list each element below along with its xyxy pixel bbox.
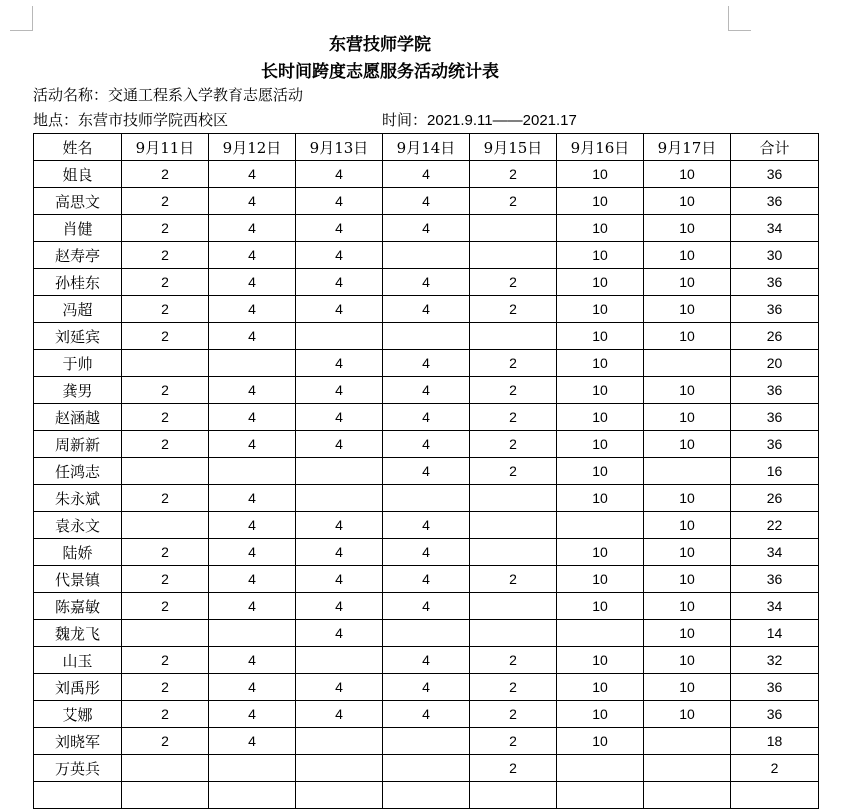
volunteer-name-cell: 朱永斌	[34, 485, 122, 512]
hours-cell: 4	[296, 620, 383, 647]
total-hours-cell: 26	[731, 323, 819, 350]
hours-cell	[383, 242, 470, 269]
hours-cell: 4	[383, 188, 470, 215]
hours-cell: 10	[557, 269, 644, 296]
hours-cell: 2	[122, 431, 209, 458]
hours-cell: 2	[122, 539, 209, 566]
hours-cell: 10	[644, 431, 731, 458]
hours-cell: 2	[470, 566, 557, 593]
hours-cell	[470, 782, 557, 809]
table-row	[34, 296, 819, 323]
hours-cell	[644, 728, 731, 755]
hours-cell: 4	[209, 242, 296, 269]
volunteer-name-cell: 刘延宾	[34, 323, 122, 350]
hours-cell	[296, 755, 383, 782]
table-row	[34, 566, 819, 593]
hours-cell: 4	[383, 161, 470, 188]
column-header-date: 9月14日	[383, 134, 470, 161]
hours-cell: 2	[122, 215, 209, 242]
volunteer-name-cell: 袁永文	[34, 512, 122, 539]
table-row	[34, 593, 819, 620]
hours-cell: 4	[296, 674, 383, 701]
hours-cell: 10	[557, 188, 644, 215]
hours-cell: 4	[296, 539, 383, 566]
table-row	[34, 512, 819, 539]
volunteer-name-cell: 陈嘉敏	[34, 593, 122, 620]
hours-cell	[122, 458, 209, 485]
hours-cell	[470, 512, 557, 539]
hours-cell: 4	[296, 404, 383, 431]
hours-cell: 10	[644, 323, 731, 350]
hours-cell: 10	[644, 377, 731, 404]
hours-cell: 4	[296, 566, 383, 593]
volunteer-name-cell: 赵涵越	[34, 404, 122, 431]
hours-cell	[644, 458, 731, 485]
hours-cell	[383, 485, 470, 512]
hours-cell	[209, 620, 296, 647]
volunteer-name-cell: 任鸿志	[34, 458, 122, 485]
hours-cell: 2	[122, 566, 209, 593]
hours-cell: 10	[557, 296, 644, 323]
column-header-date: 9月11日	[122, 134, 209, 161]
hours-cell: 4	[296, 242, 383, 269]
hours-cell	[296, 323, 383, 350]
total-hours-cell: 36	[731, 431, 819, 458]
table-row	[34, 701, 819, 728]
hours-cell: 10	[557, 377, 644, 404]
total-hours-cell: 18	[731, 728, 819, 755]
hours-cell: 4	[209, 566, 296, 593]
hours-cell: 4	[209, 431, 296, 458]
table-row	[34, 215, 819, 242]
hours-cell: 4	[296, 350, 383, 377]
hours-cell: 4	[209, 215, 296, 242]
table-title: 长时间跨度志愿服务活动统计表	[261, 62, 499, 82]
hours-cell: 4	[383, 377, 470, 404]
time-value: 2021.9.11——2021.17	[427, 112, 577, 129]
hours-cell: 4	[209, 323, 296, 350]
hours-cell: 4	[383, 350, 470, 377]
hours-cell	[209, 782, 296, 809]
table-row	[34, 161, 819, 188]
hours-cell	[383, 782, 470, 809]
hours-cell: 10	[557, 728, 644, 755]
activity-location: 地点：东营市技师学院西校区	[33, 111, 229, 129]
hours-cell: 2	[122, 593, 209, 620]
total-hours-cell: 36	[731, 269, 819, 296]
volunteer-name-cell: 姐良	[34, 161, 122, 188]
hours-cell	[209, 458, 296, 485]
column-header-date: 9月15日	[470, 134, 557, 161]
hours-cell: 4	[296, 701, 383, 728]
hours-cell: 4	[209, 593, 296, 620]
hours-cell: 2	[122, 647, 209, 674]
hours-cell: 2	[470, 269, 557, 296]
hours-cell: 4	[383, 431, 470, 458]
hours-cell: 4	[209, 647, 296, 674]
hours-cell: 4	[209, 701, 296, 728]
total-hours-cell: 36	[731, 296, 819, 323]
page-corner-mark-right	[728, 6, 751, 31]
hours-cell	[122, 512, 209, 539]
hours-cell: 2	[122, 485, 209, 512]
school-name: 东营技师学院	[329, 35, 431, 55]
column-header-date: 9月17日	[644, 134, 731, 161]
hours-cell: 10	[557, 593, 644, 620]
volunteer-name-cell	[34, 782, 122, 809]
hours-cell: 2	[470, 377, 557, 404]
hours-cell: 2	[122, 242, 209, 269]
hours-cell: 2	[470, 296, 557, 323]
hours-cell	[470, 323, 557, 350]
hours-cell	[296, 485, 383, 512]
total-hours-cell: 36	[731, 674, 819, 701]
volunteer-name-cell: 山玉	[34, 647, 122, 674]
hours-cell: 4	[209, 377, 296, 404]
hours-cell: 10	[557, 431, 644, 458]
hours-cell	[470, 242, 557, 269]
hours-cell: 10	[644, 593, 731, 620]
hours-cell	[557, 512, 644, 539]
table-row	[34, 269, 819, 296]
volunteer-name-cell: 赵寿亭	[34, 242, 122, 269]
hours-cell: 2	[122, 188, 209, 215]
hours-cell: 4	[209, 188, 296, 215]
hours-cell: 4	[296, 188, 383, 215]
volunteer-name-cell: 龚男	[34, 377, 122, 404]
hours-cell: 10	[644, 485, 731, 512]
hours-cell	[383, 728, 470, 755]
total-hours-cell: 34	[731, 539, 819, 566]
table-row	[34, 350, 819, 377]
table-row	[34, 377, 819, 404]
hours-cell: 2	[122, 296, 209, 323]
hours-cell: 10	[557, 215, 644, 242]
hours-cell	[383, 620, 470, 647]
hours-cell	[470, 593, 557, 620]
volunteer-name-cell: 陆娇	[34, 539, 122, 566]
table-row	[34, 647, 819, 674]
hours-cell: 10	[644, 512, 731, 539]
hours-cell	[470, 539, 557, 566]
volunteer-name-cell: 于帅	[34, 350, 122, 377]
page-corner-mark-left	[10, 6, 33, 31]
total-hours-cell: 34	[731, 593, 819, 620]
hours-cell: 10	[557, 404, 644, 431]
hours-cell: 4	[209, 539, 296, 566]
hours-cell: 4	[383, 215, 470, 242]
hours-cell	[122, 620, 209, 647]
hours-cell: 10	[557, 674, 644, 701]
column-header-date: 9月16日	[557, 134, 644, 161]
hours-cell: 4	[296, 431, 383, 458]
hours-cell	[122, 755, 209, 782]
volunteer-name-cell: 冯超	[34, 296, 122, 323]
volunteer-name-cell: 艾娜	[34, 701, 122, 728]
hours-cell: 4	[209, 485, 296, 512]
hours-cell: 2	[470, 755, 557, 782]
hours-cell: 2	[470, 701, 557, 728]
hours-cell: 2	[122, 404, 209, 431]
hours-cell: 2	[122, 674, 209, 701]
hours-cell: 10	[644, 161, 731, 188]
hours-cell: 10	[644, 620, 731, 647]
total-hours-cell: 36	[731, 404, 819, 431]
hours-cell	[122, 782, 209, 809]
hours-cell: 2	[122, 377, 209, 404]
hours-cell: 10	[644, 296, 731, 323]
hours-cell: 10	[557, 242, 644, 269]
hours-cell: 4	[296, 377, 383, 404]
hours-cell	[557, 782, 644, 809]
hours-cell: 4	[209, 674, 296, 701]
table-row	[34, 242, 819, 269]
volunteer-hours-table	[33, 133, 819, 809]
hours-cell: 2	[470, 350, 557, 377]
hours-cell: 4	[296, 215, 383, 242]
hours-cell: 10	[557, 701, 644, 728]
volunteer-name-cell: 万英兵	[34, 755, 122, 782]
hours-cell	[296, 728, 383, 755]
volunteer-name-cell: 刘晓军	[34, 728, 122, 755]
hours-cell	[383, 755, 470, 782]
hours-cell: 2	[122, 728, 209, 755]
total-hours-cell: 20	[731, 350, 819, 377]
volunteer-name-cell: 孙桂东	[34, 269, 122, 296]
hours-cell: 4	[383, 458, 470, 485]
total-hours-cell: 36	[731, 188, 819, 215]
hours-cell: 4	[383, 539, 470, 566]
hours-cell: 4	[296, 593, 383, 620]
hours-cell	[209, 350, 296, 377]
hours-cell: 4	[383, 701, 470, 728]
hours-cell: 10	[557, 485, 644, 512]
volunteer-name-cell: 代景镇	[34, 566, 122, 593]
hours-cell: 2	[470, 188, 557, 215]
hours-cell: 10	[644, 188, 731, 215]
hours-cell: 4	[209, 728, 296, 755]
hours-cell	[644, 782, 731, 809]
time-label: 时间：	[382, 111, 428, 129]
hours-cell: 10	[557, 350, 644, 377]
hours-cell: 4	[296, 161, 383, 188]
table-header-row	[34, 134, 819, 161]
hours-cell	[296, 458, 383, 485]
hours-cell: 4	[209, 269, 296, 296]
total-hours-cell: 36	[731, 377, 819, 404]
hours-cell: 2	[122, 701, 209, 728]
total-hours-cell: 26	[731, 485, 819, 512]
hours-cell: 4	[209, 404, 296, 431]
hours-cell: 10	[557, 161, 644, 188]
column-header-total: 合计	[731, 134, 819, 161]
table-row	[34, 539, 819, 566]
total-hours-cell: 22	[731, 512, 819, 539]
hours-cell: 2	[470, 161, 557, 188]
hours-cell: 2	[470, 674, 557, 701]
total-hours-cell: 14	[731, 620, 819, 647]
hours-cell: 10	[644, 269, 731, 296]
table-row	[34, 431, 819, 458]
volunteer-name-cell: 周新新	[34, 431, 122, 458]
column-header-date: 9月12日	[209, 134, 296, 161]
total-hours-cell: 34	[731, 215, 819, 242]
hours-cell: 4	[383, 647, 470, 674]
hours-cell: 4	[296, 296, 383, 323]
volunteer-name-cell: 刘禹彤	[34, 674, 122, 701]
total-hours-cell: 36	[731, 701, 819, 728]
hours-cell: 2	[470, 728, 557, 755]
hours-cell	[557, 620, 644, 647]
total-hours-cell	[731, 782, 819, 809]
volunteer-name-cell: 魏龙飞	[34, 620, 122, 647]
hours-cell: 10	[644, 242, 731, 269]
hours-cell	[470, 215, 557, 242]
total-hours-cell: 36	[731, 566, 819, 593]
table-row	[34, 188, 819, 215]
table-row	[34, 485, 819, 512]
total-hours-cell: 16	[731, 458, 819, 485]
hours-cell: 4	[383, 566, 470, 593]
hours-cell: 4	[383, 404, 470, 431]
hours-cell	[122, 350, 209, 377]
hours-cell: 10	[557, 647, 644, 674]
hours-cell: 2	[122, 323, 209, 350]
hours-cell	[209, 755, 296, 782]
column-header-name: 姓名	[34, 134, 122, 161]
table-row	[34, 458, 819, 485]
hours-cell	[470, 485, 557, 512]
volunteer-name-cell: 肖健	[34, 215, 122, 242]
hours-cell	[644, 755, 731, 782]
total-hours-cell: 2	[731, 755, 819, 782]
hours-cell: 4	[296, 269, 383, 296]
hours-cell: 2	[470, 647, 557, 674]
hours-cell: 4	[209, 161, 296, 188]
hours-cell: 10	[644, 647, 731, 674]
hours-cell	[383, 323, 470, 350]
hours-cell: 2	[470, 404, 557, 431]
table-row	[34, 728, 819, 755]
hours-cell: 4	[296, 512, 383, 539]
activity-name: 活动名称：交通工程系入学教育志愿活动	[33, 86, 304, 104]
hours-cell: 4	[383, 674, 470, 701]
hours-cell	[557, 755, 644, 782]
hours-cell: 10	[644, 566, 731, 593]
hours-cell: 2	[470, 458, 557, 485]
table-row	[34, 620, 819, 647]
table-row	[34, 782, 819, 809]
hours-cell: 10	[557, 539, 644, 566]
table-row	[34, 323, 819, 350]
hours-cell: 4	[209, 296, 296, 323]
table-row	[34, 674, 819, 701]
hours-cell: 4	[209, 512, 296, 539]
hours-cell	[470, 620, 557, 647]
hours-cell: 10	[557, 458, 644, 485]
total-hours-cell: 30	[731, 242, 819, 269]
hours-cell: 4	[383, 512, 470, 539]
hours-cell: 10	[644, 674, 731, 701]
volunteer-name-cell: 高思文	[34, 188, 122, 215]
table-body	[34, 161, 819, 809]
hours-cell: 2	[122, 269, 209, 296]
hours-cell: 4	[383, 269, 470, 296]
hours-cell: 10	[644, 701, 731, 728]
total-hours-cell: 36	[731, 161, 819, 188]
table-row	[34, 755, 819, 782]
column-header-date: 9月13日	[296, 134, 383, 161]
hours-cell: 4	[383, 296, 470, 323]
hours-cell: 4	[383, 593, 470, 620]
hours-cell: 10	[644, 404, 731, 431]
hours-cell: 10	[644, 215, 731, 242]
hours-cell: 2	[122, 161, 209, 188]
table-row	[34, 404, 819, 431]
activity-time	[382, 109, 577, 130]
hours-cell: 2	[470, 431, 557, 458]
hours-cell: 10	[557, 323, 644, 350]
hours-cell	[296, 647, 383, 674]
hours-cell	[296, 782, 383, 809]
hours-cell	[644, 350, 731, 377]
hours-cell: 10	[557, 566, 644, 593]
total-hours-cell: 32	[731, 647, 819, 674]
hours-cell: 10	[644, 539, 731, 566]
